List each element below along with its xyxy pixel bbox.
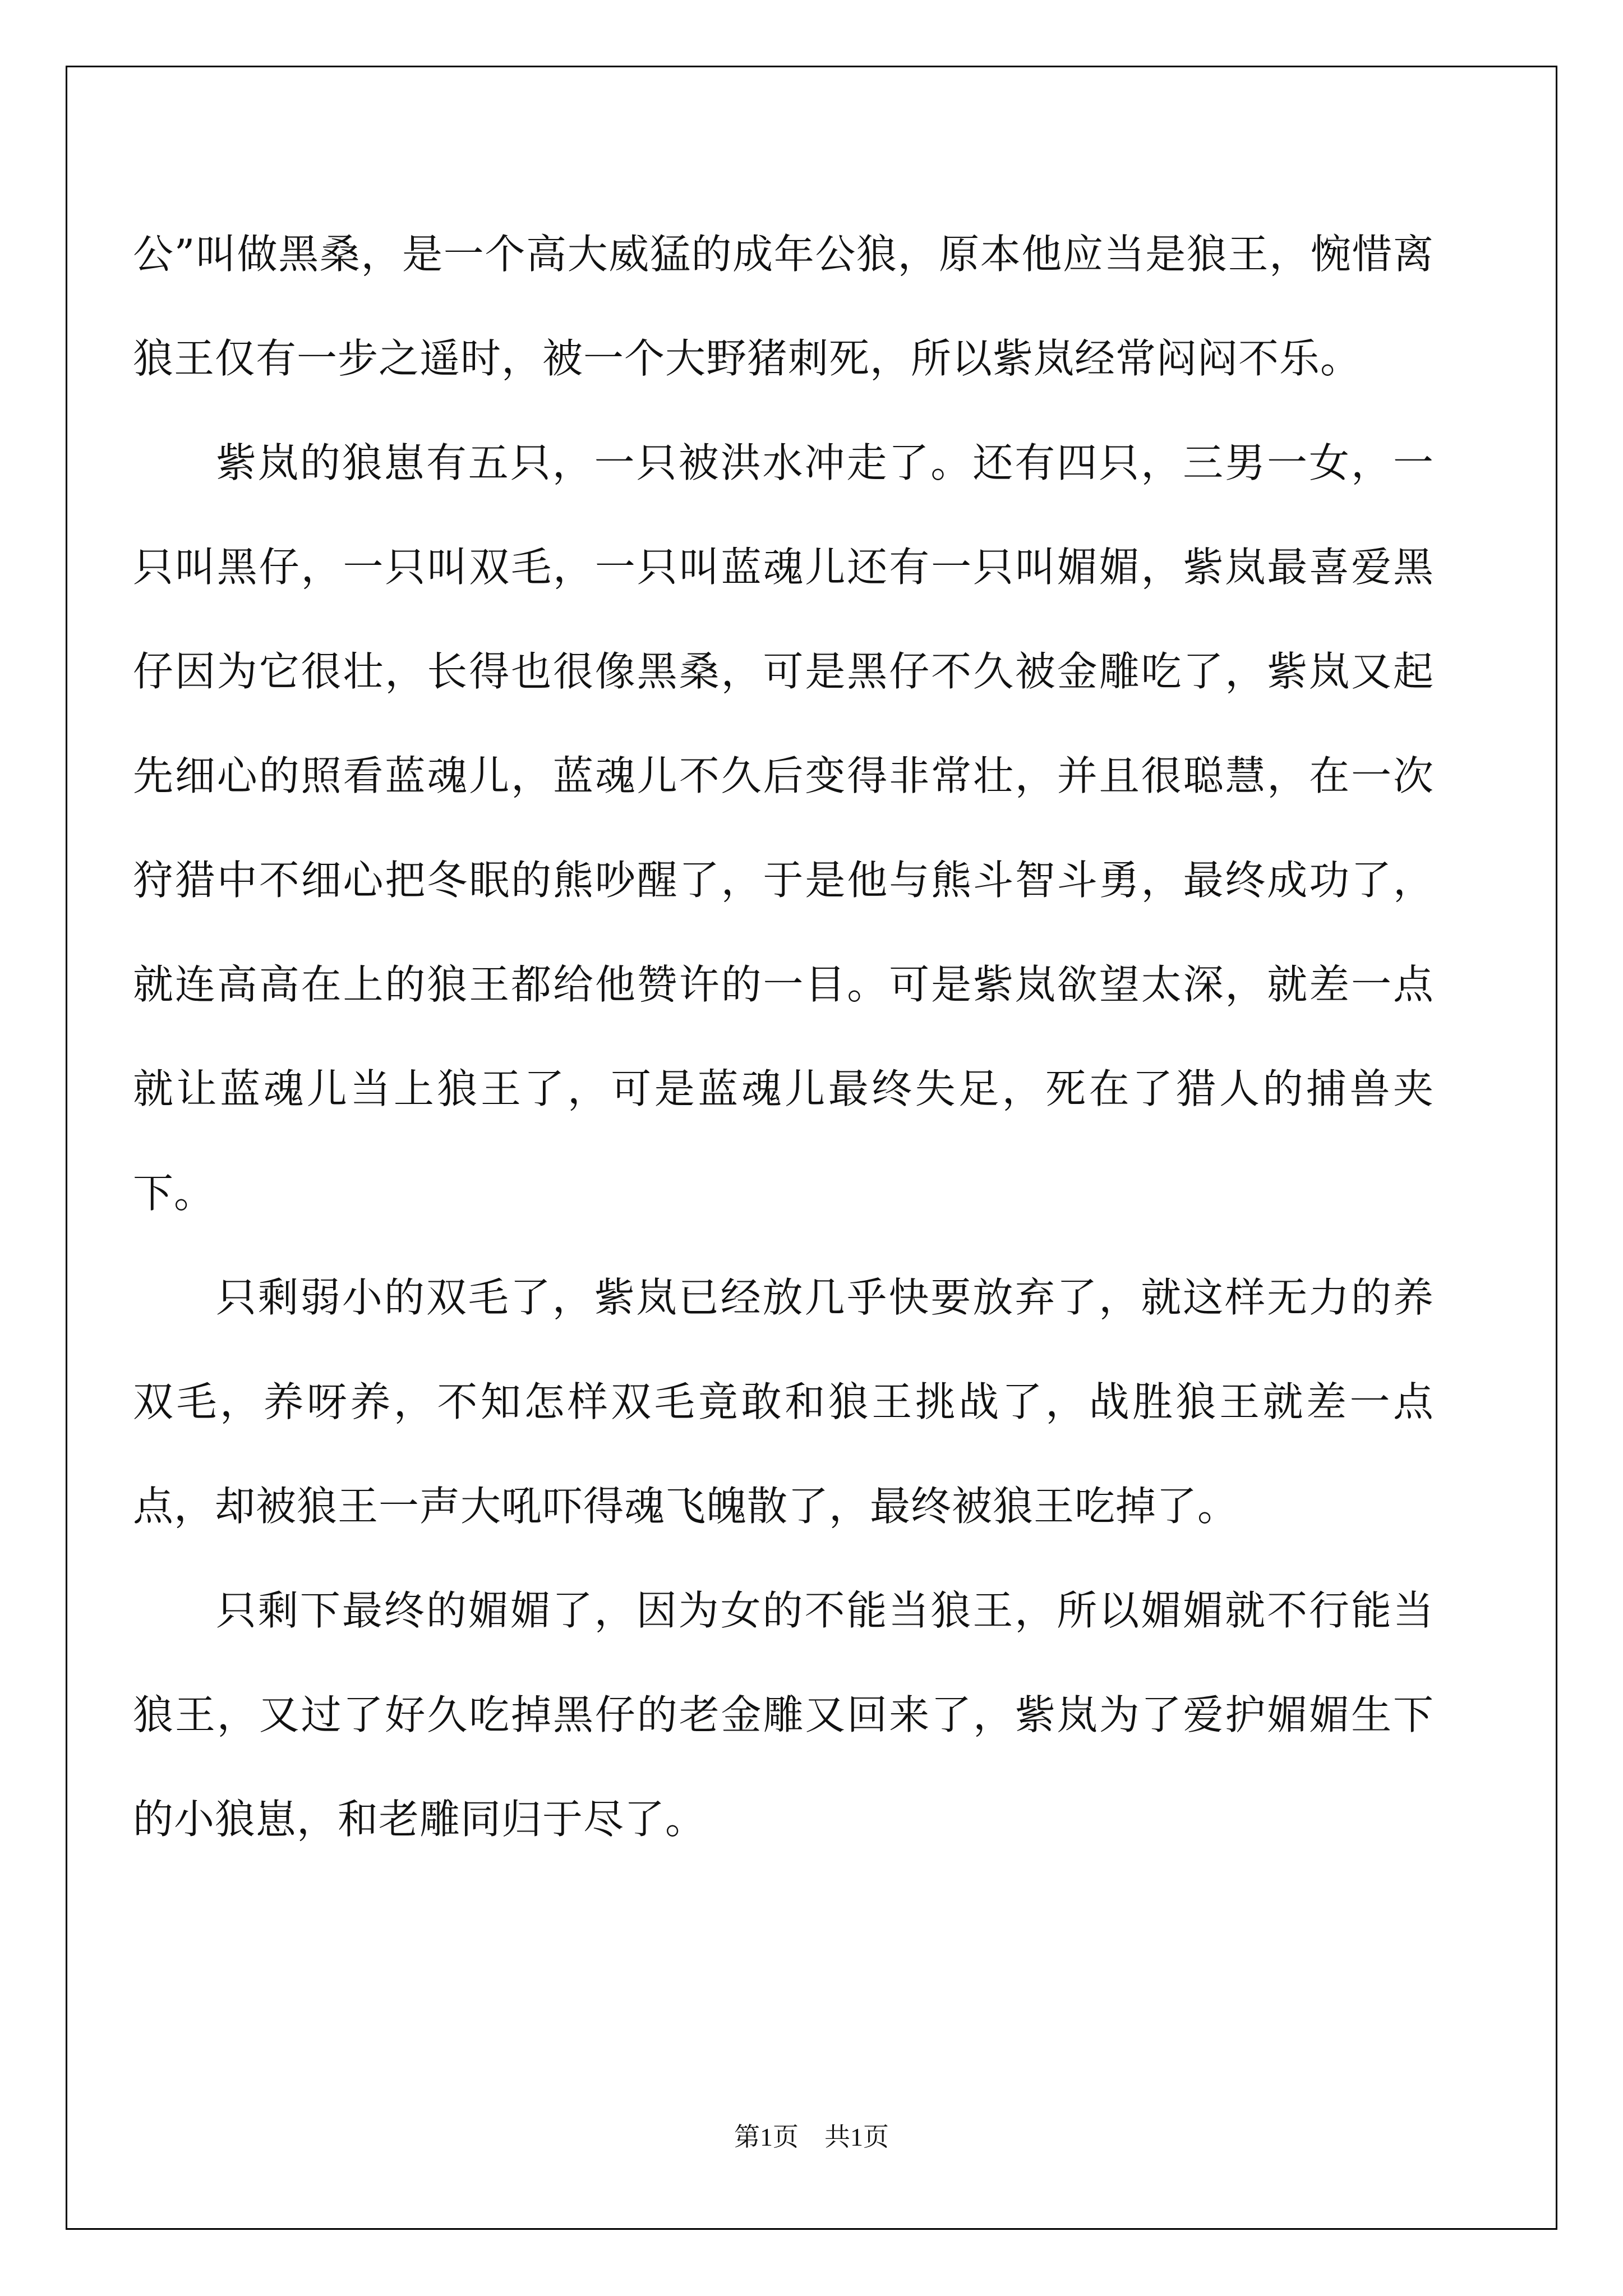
- paragraph-1: 公”叫做黑桑，是一个高大威猛的成年公狼，原本他应当是狼王，惋惜离狼王仅有一步之遥时，被一个大野猪刺死，所以紫岚经常闷闷不乐。: [133, 231, 1434, 382]
- page-number-footer: 第1页 共1页: [734, 2123, 889, 2151]
- paragraph-4: 只剩下最终的媚媚了，因为女的不能当狼王，所以媚媚就不行能当狼王，又过了好久吃掉黑仔的老金雕又回来了，紫岚为了爱护媚媚生下的小狼崽，和老雕同归于尽了。: [133, 1587, 1434, 1843]
- paragraph-3: 只剩弱小的双毛了，紫岚已经放几乎快要放弃了，就这样无力的养双毛，养呀养，不知怎样双毛竟敢和狼王挑战了，战胜狼王就差一点点，却被狼王一声大吼吓得魂飞魄散了，最终被狼王吃掉了。: [133, 1274, 1434, 1530]
- paragraph-2: 紫岚的狼崽有五只，一只被洪水冲走了。还有四只，三男一女，一只叫黑仔，一只叫双毛，一只叫蓝魂儿还有一只叫媚媚，紫岚最喜爱黑仔因为它很壮，长得也很像黑桑，可是黑仔不久被金雕吃了，紫岚又起先细心的照看蓝魂儿，蓝魂儿不久后变得非常壮，并且很聪慧，在一次狩猎中不细心把冬眠的熊吵醒了，于是他与熊斗智斗勇，最终成功了，就连高高在上的狼王都给他赞许的一目。可是紫岚欲望太深，就差一点就让蓝魂儿当上狼王了，可是蓝魂儿最终失足，死在了猎人的捕兽夹下。: [133, 439, 1434, 1217]
- document-body: [133, 202, 1434, 1871]
